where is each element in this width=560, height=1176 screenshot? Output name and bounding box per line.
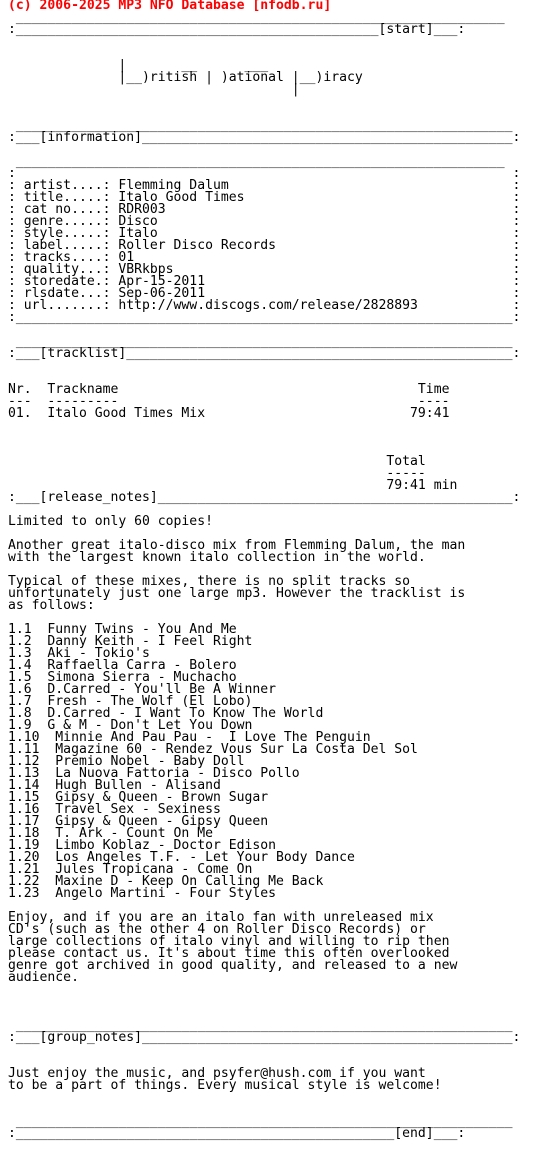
nfo-line: :___[information]_______________________________________________: (8, 130, 521, 145)
nfo-body-bottom (8, 420, 560, 1140)
nfo-line: :_______________________________________________________________: (8, 310, 521, 325)
nfo-line: Nr. Trackname Time (8, 382, 450, 397)
nfo-line (8, 96, 560, 108)
nfo-line: genre got archived in good quality, and released to a new (8, 958, 458, 973)
nfo-line: 1.17 Gipsy & Queen - Gipsy Queen (8, 814, 269, 829)
nfo-line: :________________________________________________[end]___: (8, 1126, 466, 1141)
nfo-line: _______________________________________________________________ (8, 1018, 513, 1033)
nfo-line: 79:41 min (8, 478, 458, 493)
nfo-line: : genre.....: Disco : (8, 214, 521, 229)
nfo-line: : storedate.: Apr-15-2011 : (8, 274, 521, 289)
nfo-line: :______________________________________________[start]___: (8, 22, 466, 37)
nfo-document (8, 0, 560, 1140)
nfo-line: 1.3 Aki - Tokio's (8, 646, 150, 661)
nfo-line: 1.11 Magazine 60 - Rendez Vous Sur La Costa Del Sol (8, 742, 418, 757)
nfo-line: : cat no....: RDR003 : (8, 202, 521, 217)
nfo-line: ______________________________________________________________ (8, 154, 505, 169)
tracklist-table (8, 408, 560, 420)
nfo-line: CD's (such as the other 4 on Roller Disco Records) or (8, 922, 426, 937)
nfo-line: : rlsdate...: Sep-06-2011 : (8, 286, 521, 301)
nfo-line: Limited to only 60 copies! (8, 514, 213, 529)
nfo-line: _______________________________________________________________ (8, 1114, 513, 1129)
nfo-line: _______________________________________________________________ (8, 334, 513, 349)
nfo-line: 1.16 Travel Sex - Sexiness (8, 802, 221, 817)
nfo-line: audience. (8, 970, 79, 985)
nfo-line: :___[tracklist]_________________________________________________: (8, 346, 521, 361)
nfo-line: 1.12 Premio Nobel - Baby Doll (8, 754, 245, 769)
nfo-line (8, 1044, 560, 1056)
nfo-line: with the largest known italo collection in the world. (8, 550, 426, 565)
nfo-line: :___[release_notes]_____________________________________________: (8, 490, 521, 505)
nfo-line: 1.10 Minnie And Pau Pau - I Love The Penguin (8, 730, 371, 745)
nfo-line: Enjoy, and if you are an italo fan with unreleased mix (8, 910, 434, 925)
site-title-link[interactable]: (c) 2006-2025 MP3 NFO Database [nfodb.ru] (8, 0, 332, 13)
nfo-line: 1.2 Danny Keith - I Feel Right (8, 634, 253, 649)
nfo-line: ______________________________________________________________ (8, 10, 505, 25)
nfo-line: : label.....: Roller Disco Records : (8, 238, 521, 253)
nfo-line (8, 984, 560, 996)
nfo-line: 1.7 Fresh - The Wolf (El Lobo) (8, 694, 253, 709)
nfo-line: 1.21 Jules Tropicana - Come On (8, 862, 253, 877)
nfo-line (8, 360, 560, 372)
nfo-line: Typical of these mixes, there is no split tracks so (8, 574, 411, 589)
nfo-line (8, 432, 560, 444)
nfo-line: 1.18 T. Ark - Count On Me (8, 826, 213, 841)
nfo-line: |__)ritish | )ational |__)iracy (8, 70, 363, 85)
nfo-line: as follows: (8, 598, 95, 613)
nfo-line (8, 1092, 560, 1104)
nfo-line: : style.....: Italo : (8, 226, 521, 241)
nfo-line: 1.23 Angelo Martini - Four Styles (8, 886, 277, 901)
track-row: 01. Italo Good Times Mix 79:41 (8, 406, 450, 421)
nfo-line: : artist....: Flemming Dalum : (8, 178, 521, 193)
nfo-line: : tracks....: 01 : (8, 250, 521, 265)
nfo-line: _______________________________________________________________ (8, 118, 513, 133)
nfo-line: 1.15 Gipsy & Queen - Brown Sugar (8, 790, 269, 805)
nfo-line: :___[group_notes]_______________________________________________: (8, 1030, 521, 1045)
nfo-line: unfortunately just one large mp3. However the tracklist is (8, 586, 466, 601)
nfo-line: to be a part of things. Every musical style is welcome! (8, 1078, 442, 1093)
nfo-line: 1.6 D.Carred - You'll Be A Winner (8, 682, 277, 697)
nfo-line: 1.22 Maxine D - Keep On Calling Me Back (8, 874, 324, 889)
nfo-line: --- --------- ---- (8, 394, 450, 409)
nfo-line: | (8, 82, 300, 97)
nfo-line: 1.1 Funny Twins - You And Me (8, 622, 237, 637)
nfo-line: 1.5 Simona Sierra - Muchacho (8, 670, 237, 685)
nfo-line: : : (8, 166, 521, 181)
nfo-line (8, 996, 560, 1008)
nfo-line: Just enjoy the music, and psyfer@hush.com if you want (8, 1066, 426, 1081)
nfo-line: : url.......: http://www.discogs.com/release/2828893 : (8, 298, 521, 313)
nfo-body-top (8, 12, 560, 408)
nfo-line: ----- (8, 466, 426, 481)
nfo-line: 1.8 D.Carred - I Want To Know The World (8, 706, 324, 721)
nfo-line: 1.13 La Nuova Fattoria - Disco Pollo (8, 766, 300, 781)
nfo-line: 1.19 Limbo Koblaz - Doctor Edison (8, 838, 277, 853)
nfo-line: Total (8, 454, 426, 469)
nfo-line: 1.4 Raffaella Carra - Bolero (8, 658, 237, 673)
nfo-line (8, 420, 560, 432)
nfo-line: large collections of italo vinyl and willing to rip then (8, 934, 450, 949)
nfo-line: please contact us. It's about time this often overlooked (8, 946, 450, 961)
nfo-line: 1.14 Hugh Bullen - Alisand (8, 778, 221, 793)
nfo-line: : quality...: VBRkbps : (8, 262, 521, 277)
nfo-line: : title.....: Italo Good Times : (8, 190, 521, 205)
nfo-line (8, 36, 560, 48)
nfo-line: 1.9 G & M - Don't Let You Down (8, 718, 253, 733)
nfo-line: | __ ___ (8, 58, 269, 73)
nfo-line: Another great italo-disco mix from Flemming Dalum, the man (8, 538, 466, 553)
nfo-line: 1.20 Los Angeles T.F. - Let Your Body Dance (8, 850, 355, 865)
